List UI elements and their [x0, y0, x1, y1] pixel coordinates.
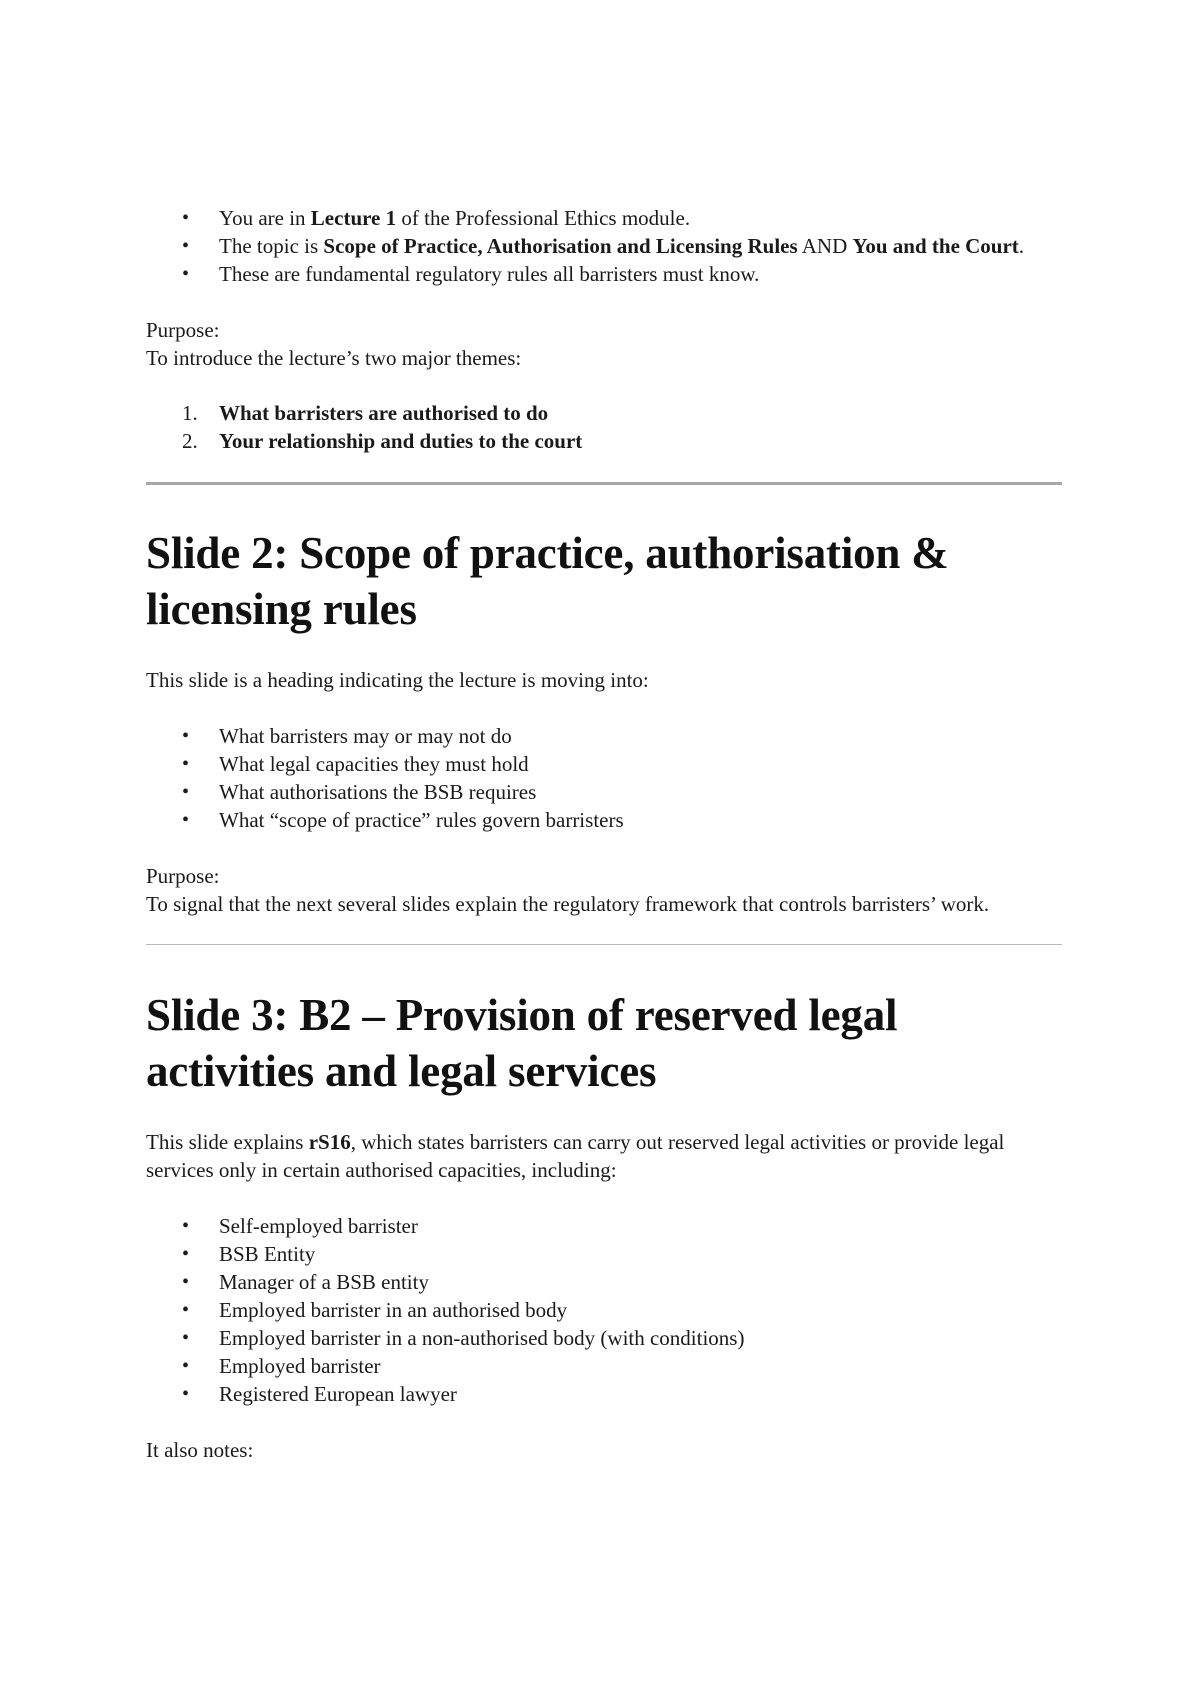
slide-3-heading: Slide 3: B2 – Provision of reserved legal activities and legal services — [146, 990, 898, 1096]
list-item: • What barristers may or may not do — [146, 722, 1062, 750]
slide-3-intro: This slide explains rS16, which states barristers can carry out reserved legal activities or provide legal services only in certain authorised capacities, including: — [146, 1130, 1005, 1182]
purpose-label: Purpose: — [146, 318, 220, 342]
list-item: • Registered European lawyer — [146, 1380, 1062, 1408]
list-item: • These are fundamental regulatory rules all barristers must know. — [146, 260, 1062, 288]
slide-2-intro: This slide is a heading indicating the lecture is moving into: — [146, 668, 649, 692]
list-item: • What “scope of practice” rules govern barristers — [146, 806, 1062, 834]
purpose-label: Purpose: — [146, 864, 220, 888]
list-item: • Employed barrister in an authorised body — [146, 1296, 1062, 1324]
list-item: • BSB Entity — [146, 1240, 1062, 1268]
purpose-text: To introduce the lecture’s two major themes: — [146, 346, 522, 370]
slide-2-heading: Slide 2: Scope of practice, authorisation & licensing rules — [146, 528, 949, 634]
also-notes-text: It also notes: — [146, 1438, 254, 1462]
document-content — [146, 204, 1062, 1464]
list-item: • Employed barrister — [146, 1352, 1062, 1380]
purpose-text: To signal that the next several slides explain the regulatory framework that controls barristers’ work. — [146, 892, 990, 916]
slide-2-bullet-list — [146, 722, 1062, 834]
slide-3-bullet-list — [146, 1212, 1062, 1408]
intro-bullet-list — [146, 204, 1062, 288]
list-item: • Self-employed barrister — [146, 1212, 1062, 1240]
list-item: • The topic is Scope of Practice, Authorisation and Licensing Rules AND You and the Court. — [146, 232, 1062, 260]
list-item: • What authorisations the BSB requires — [146, 778, 1062, 806]
list-item: • Employed barrister in a non-authorised body (with conditions) — [146, 1324, 1062, 1352]
list-item: 2. Your relationship and duties to the court — [182, 429, 583, 453]
list-item: 1. What barristers are authorised to do — [182, 401, 549, 425]
list-item: • What legal capacities they must hold — [146, 750, 1062, 778]
list-item: • Manager of a BSB entity — [146, 1268, 1062, 1296]
themes-list — [146, 399, 1062, 455]
list-item: • You are in Lecture 1 of the Professional Ethics module. — [146, 204, 1062, 232]
